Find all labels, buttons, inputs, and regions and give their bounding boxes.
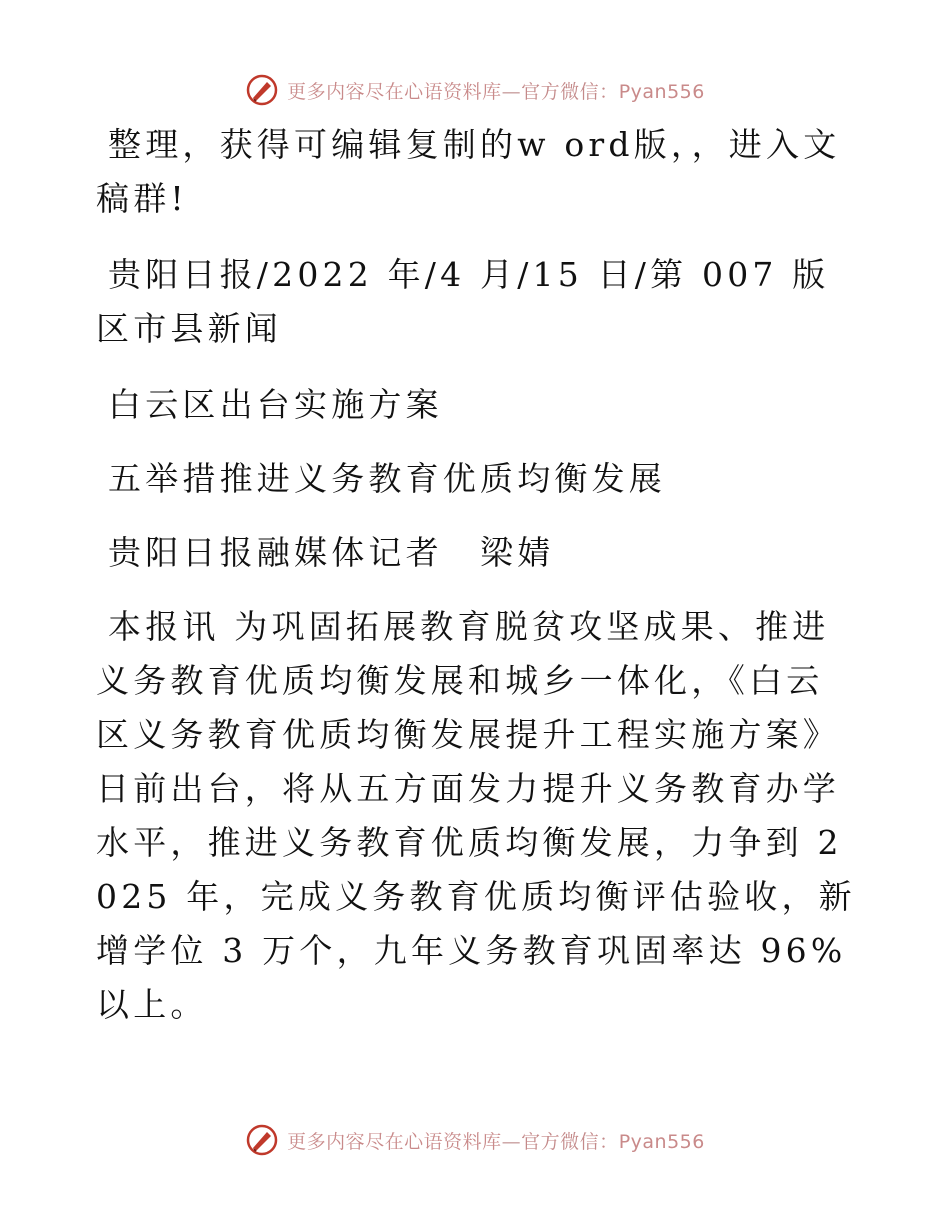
watermark-wechat-id: Pyan556 xyxy=(618,1130,705,1153)
watermark-text xyxy=(287,77,705,104)
watermark-separator: — xyxy=(501,1130,522,1153)
watermark-site-text: 更多内容尽在心语资料库 xyxy=(287,80,502,103)
watermark-separator: — xyxy=(501,80,522,103)
intro-paragraph: 整理，获得可编辑复制的w ord版，，进入文稿群! xyxy=(96,125,841,218)
watermark-wechat-label: 官方微信： xyxy=(521,80,619,103)
article-body: 本报讯 为巩固拓展教育脱贫攻坚成果、推进义务教育优质均衡发展和城乡一体化，《白云区义务教育优质均衡发展提升工程实施方案》日前出台，将从五方面发力提升义务教育办学水平，推进义务教育优质均衡发展，力争到 2025 年，完成义务教育优质均衡评估验收，新增学位 3 万个，九年义务教育巩固率达 96%以上。 xyxy=(96,607,856,1024)
watermark-text xyxy=(287,1127,705,1154)
header-watermark xyxy=(0,70,950,110)
footer-watermark xyxy=(0,1120,950,1160)
pen-logo-icon xyxy=(245,73,279,107)
document-body xyxy=(96,118,856,1054)
pen-logo-icon xyxy=(245,1123,279,1157)
headline-secondary: 五举措推进义务教育优质均衡发展 xyxy=(108,459,666,498)
byline: 贵阳日报融媒体记者 梁婧 xyxy=(108,533,555,572)
headline-primary: 白云区出台实施方案 xyxy=(108,385,443,424)
watermark-wechat-id: Pyan556 xyxy=(618,80,705,103)
watermark-wechat-label: 官方微信： xyxy=(521,1130,619,1153)
source-line: 贵阳日报/2022 年/4 月/15 日/第 007 版区市县新闻 xyxy=(96,255,830,348)
watermark-site-text: 更多内容尽在心语资料库 xyxy=(287,1130,502,1153)
